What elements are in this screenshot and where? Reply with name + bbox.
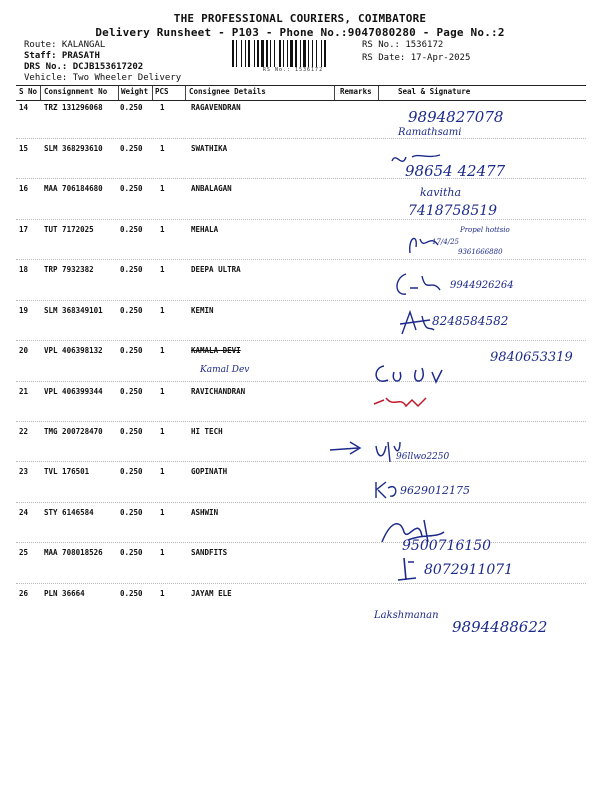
- barcode-bar: [300, 40, 301, 67]
- cell-consignee: ASHWIN: [191, 508, 219, 517]
- cell-consignment: VPL 406398132: [44, 346, 103, 355]
- runsheet-subtitle: Delivery Runsheet - P103 - Phone No.:9047080280 - Page No.:2: [95, 26, 505, 39]
- cell-weight: 0.250: [120, 306, 143, 315]
- cell-weight: 0.250: [120, 265, 143, 274]
- cell-weight: 0.250: [120, 508, 143, 517]
- cell-weight: 0.250: [120, 548, 143, 557]
- barcode-bar: [279, 40, 281, 67]
- rs-date: RS Date: 17-Apr-2025: [362, 53, 471, 63]
- barcode: [232, 40, 354, 67]
- cell-sno: 20: [19, 346, 29, 355]
- col-header-consignee: Consignee Details: [189, 87, 266, 96]
- signature-phone: 8248584582: [432, 314, 509, 328]
- barcode-bar: [303, 40, 306, 67]
- rs-number: RS No.: 1536172: [362, 40, 444, 50]
- signature-scribble: [372, 478, 402, 502]
- signature-phone: 98654 42477: [405, 162, 506, 180]
- column-divider: [118, 86, 119, 100]
- cell-consignment: TMG 200728470: [44, 427, 103, 436]
- col-header-remarks: Remarks: [340, 87, 372, 96]
- barcode-bar: [236, 40, 237, 67]
- row-divider: [16, 219, 586, 220]
- barcode-bar: [295, 40, 297, 67]
- cell-pcs: 1: [160, 225, 165, 234]
- cell-consignee: GOPINATH: [191, 467, 228, 476]
- barcode-bar: [283, 40, 284, 67]
- signature-name: kavitha: [420, 186, 462, 199]
- cell-weight: 0.250: [120, 103, 143, 112]
- row-divider: [16, 421, 586, 422]
- signature-phone: 9500716150: [402, 538, 492, 554]
- barcode-caption: RS No.: 1536172: [262, 67, 324, 73]
- vehicle-label: Vehicle: Two Wheeler Delivery: [24, 73, 182, 83]
- column-divider: [152, 86, 153, 100]
- cell-pcs: 1: [160, 508, 165, 517]
- consignee-handwritten-name: Kamal Dev: [200, 365, 250, 375]
- cell-consignment: PLN 36664: [44, 589, 85, 598]
- row-divider: [16, 461, 586, 462]
- cell-pcs: 1: [160, 548, 165, 557]
- cell-consignment: TRP 7932382: [44, 265, 94, 274]
- cell-sno: 14: [19, 103, 29, 112]
- column-divider: [334, 86, 335, 100]
- cell-pcs: 1: [160, 184, 165, 193]
- signature-note: Propel hottsio: [460, 226, 510, 234]
- barcode-bar: [324, 40, 326, 67]
- cell-sno: 19: [19, 306, 29, 315]
- cell-sno: 22: [19, 427, 29, 436]
- cell-pcs: 1: [160, 346, 165, 355]
- col-header-signature: Seal & Signature: [398, 87, 471, 96]
- signature-date: 17/4/25: [432, 238, 459, 246]
- signature-phone: 9361666880: [458, 248, 503, 256]
- cell-consignee: RAGAVENDRAN: [191, 103, 241, 112]
- cell-consignee: HI TECH: [191, 427, 223, 436]
- signature-phone: 9944926264: [450, 280, 514, 291]
- cell-pcs: 1: [160, 265, 165, 274]
- cell-pcs: 1: [160, 387, 165, 396]
- col-header-sno: S No: [19, 87, 38, 96]
- barcode-bar: [245, 40, 246, 67]
- cell-weight: 0.250: [120, 387, 143, 396]
- row-divider: [16, 381, 586, 382]
- row-divider: [16, 583, 586, 584]
- signature-phone: 9894827078: [408, 108, 504, 126]
- barcode-bar: [257, 40, 259, 67]
- cell-consignee: DEEPA ULTRA: [191, 265, 241, 274]
- cell-sno: 24: [19, 508, 29, 517]
- cell-weight: 0.250: [120, 346, 143, 355]
- barcode-bar: [232, 40, 234, 67]
- cell-sno: 21: [19, 387, 29, 396]
- cell-consignee: MEHALA: [191, 225, 219, 234]
- cell-consignment: MAA 708018526: [44, 548, 103, 557]
- col-header-weight: Weight: [121, 87, 149, 96]
- cell-weight: 0.250: [120, 225, 143, 234]
- cell-consignment: TVL 176501: [44, 467, 90, 476]
- barcode-bar: [308, 40, 309, 67]
- cell-consignee: RAVICHANDRAN: [191, 387, 246, 396]
- arrow-mark: [328, 438, 364, 458]
- cell-consignee: JAYAM ELE: [191, 589, 232, 598]
- barcode-bar: [254, 40, 255, 67]
- col-header-consignment: Consignment No: [44, 87, 108, 96]
- barcode-bar: [261, 40, 264, 67]
- barcode-bar: [321, 40, 322, 67]
- signature-phone: 96llwo2250: [396, 452, 450, 462]
- column-divider: [40, 86, 41, 100]
- row-divider: [16, 259, 586, 260]
- cell-sno: 23: [19, 467, 29, 476]
- barcode-bar: [248, 40, 250, 67]
- cell-pcs: 1: [160, 467, 165, 476]
- row-divider: [16, 542, 586, 543]
- cell-weight: 0.250: [120, 467, 143, 476]
- column-divider: [185, 86, 186, 100]
- cell-consignee: ANBALAGAN: [191, 184, 232, 193]
- signature-phone: 9894488622: [452, 618, 548, 636]
- signature-phone: 7418758519: [408, 203, 498, 219]
- barcode-bar: [270, 40, 271, 67]
- cell-consignment: TRZ 131296068: [44, 103, 103, 112]
- signature-scribble: [396, 308, 436, 338]
- cell-sno: 26: [19, 589, 29, 598]
- row-divider: [16, 300, 586, 301]
- barcode-bar: [287, 40, 288, 67]
- col-header-pcs: PCS: [155, 87, 169, 96]
- barcode-bar: [266, 40, 268, 67]
- row-divider: [16, 340, 586, 341]
- signature-scribble: [372, 358, 462, 388]
- cell-pcs: 1: [160, 427, 165, 436]
- drs-number: DRS No.: DCJB153617202: [24, 62, 144, 72]
- cell-consignee: KAMALA DEVI: [191, 346, 241, 355]
- cell-sno: 16: [19, 184, 29, 193]
- cell-consignment: SLM 368293610: [44, 144, 103, 153]
- cell-sno: 15: [19, 144, 29, 153]
- remark-scribble: [370, 392, 430, 412]
- cell-sno: 25: [19, 548, 29, 557]
- column-divider: [378, 86, 379, 100]
- cell-pcs: 1: [160, 306, 165, 315]
- cell-consignment: VPL 406399344: [44, 387, 103, 396]
- cell-pcs: 1: [160, 589, 165, 598]
- cell-consignee: KEMIN: [191, 306, 214, 315]
- barcode-bar: [312, 40, 313, 67]
- table-top-border: [16, 85, 586, 86]
- cell-weight: 0.250: [120, 184, 143, 193]
- signature-name: Ramathsami: [398, 127, 462, 138]
- row-divider: [16, 138, 586, 139]
- staff-label: Staff: PRASATH: [24, 51, 100, 61]
- barcode-bar: [290, 40, 293, 67]
- cell-weight: 0.250: [120, 144, 143, 153]
- signature-scribble: [396, 554, 420, 586]
- cell-weight: 0.250: [120, 427, 143, 436]
- signature-scribble: [392, 268, 444, 302]
- cell-pcs: 1: [160, 144, 165, 153]
- barcode-bar: [241, 40, 242, 67]
- cell-consignment: STY 6146584: [44, 508, 94, 517]
- barcode-bar: [316, 40, 317, 67]
- barcode-bar: [274, 40, 275, 67]
- cell-consignment: MAA 706184680: [44, 184, 103, 193]
- cell-weight: 0.250: [120, 589, 143, 598]
- cell-pcs: 1: [160, 103, 165, 112]
- route-label: Route: KALANGAL: [24, 40, 106, 50]
- signature-name: Lakshmanan: [374, 610, 439, 621]
- cell-consignment: SLM 368349101: [44, 306, 103, 315]
- company-title: THE PROFESSIONAL COURIERS, COIMBATORE: [173, 12, 427, 25]
- cell-consignee: SWATHIKA: [191, 144, 228, 153]
- signature-phone: 9840653319: [490, 350, 573, 365]
- cell-consignee: SANDFITS: [191, 548, 228, 557]
- signature-phone: 8072911071: [424, 562, 514, 578]
- cell-sno: 18: [19, 265, 29, 274]
- signature-phone: 9629012175: [400, 484, 470, 497]
- cell-sno: 17: [19, 225, 29, 234]
- row-divider: [16, 502, 586, 503]
- cell-consignment: TUT 7172025: [44, 225, 94, 234]
- table-header-border: [16, 100, 586, 101]
